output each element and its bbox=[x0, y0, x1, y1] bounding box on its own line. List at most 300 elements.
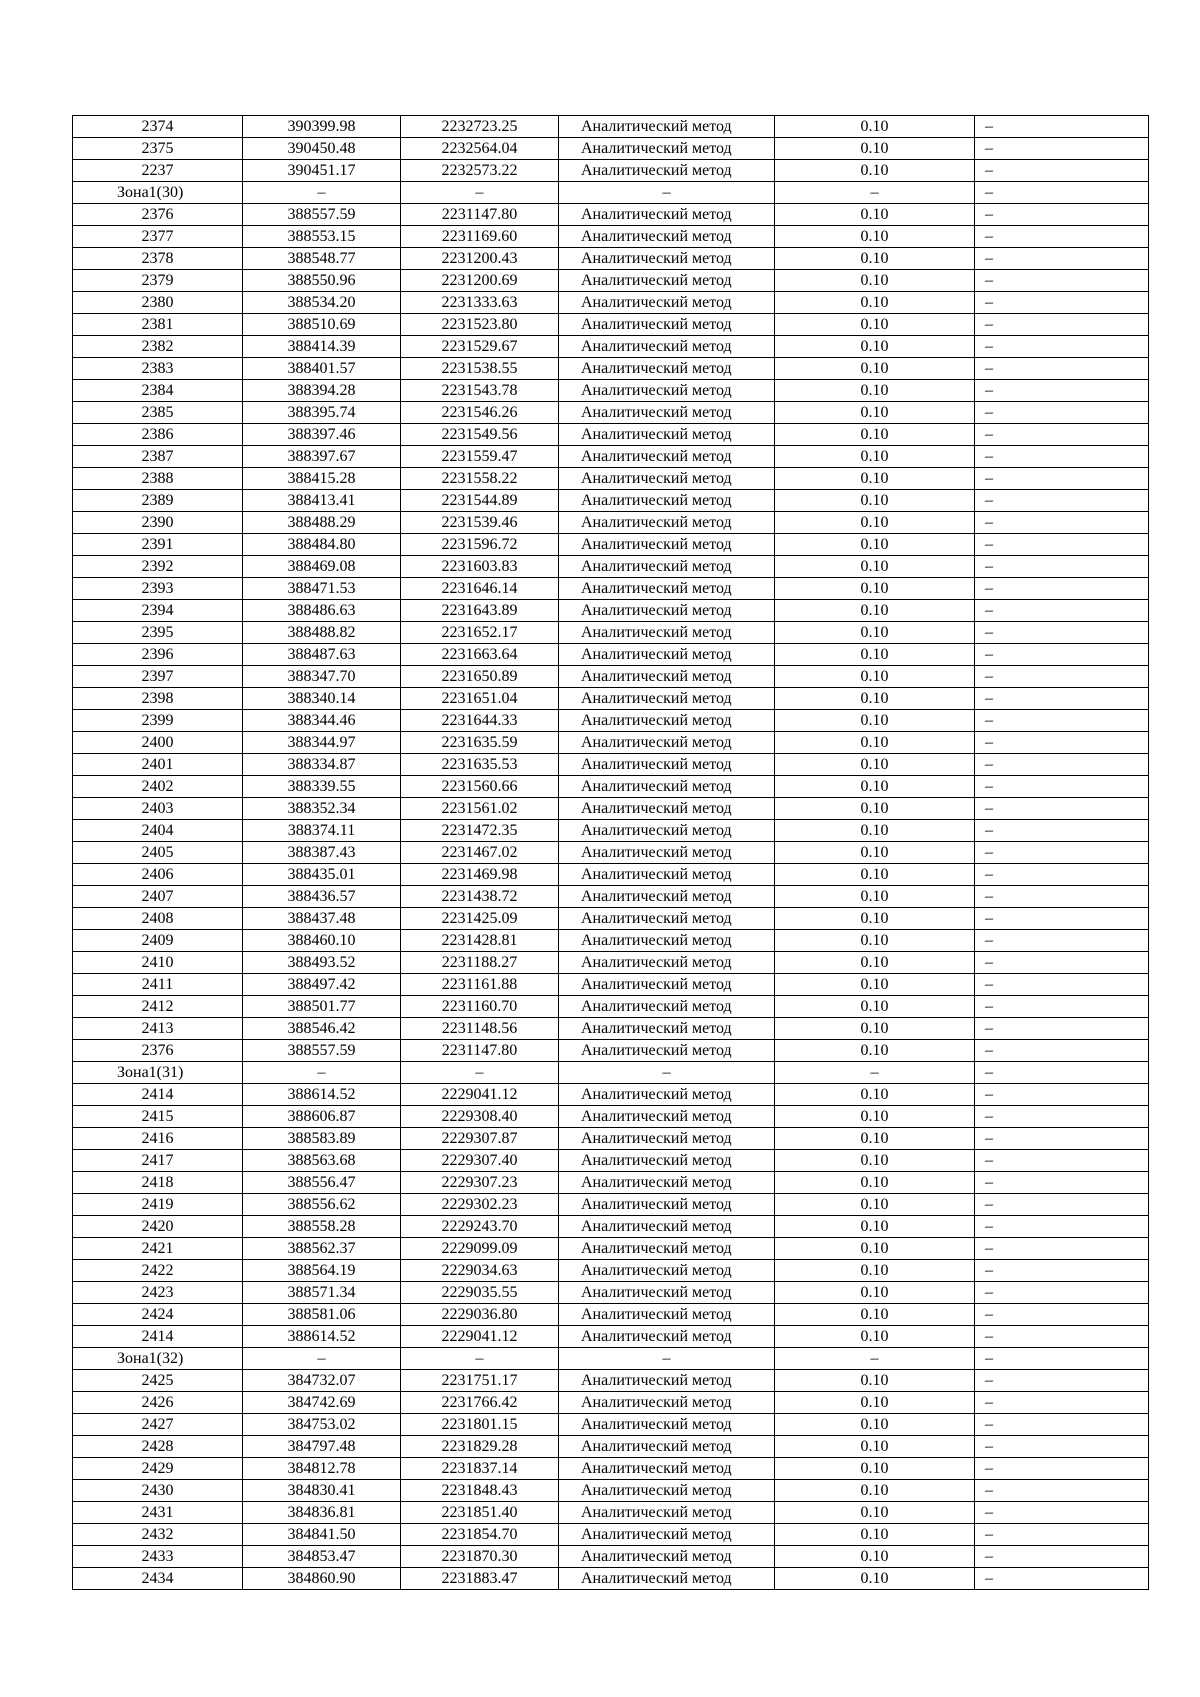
y-coordinate-cell: 2231837.14 bbox=[401, 1458, 559, 1480]
point-number-cell: 2405 bbox=[73, 842, 243, 864]
note-cell: – bbox=[975, 666, 1149, 688]
point-number-cell: 2381 bbox=[73, 314, 243, 336]
accuracy-cell: 0.10 bbox=[775, 138, 975, 160]
table-row bbox=[73, 600, 1149, 622]
method-cell: Аналитический метод bbox=[559, 1392, 775, 1414]
table-row bbox=[73, 1458, 1149, 1480]
x-coordinate-cell: 388487.63 bbox=[243, 644, 401, 666]
method-cell: Аналитический метод bbox=[559, 996, 775, 1018]
y-coordinate-cell: 2231333.63 bbox=[401, 292, 559, 314]
table-row bbox=[73, 160, 1149, 182]
x-coordinate-cell: 388571.34 bbox=[243, 1282, 401, 1304]
accuracy-cell: 0.10 bbox=[775, 1106, 975, 1128]
method-cell: – bbox=[559, 1062, 775, 1084]
table-row bbox=[73, 1480, 1149, 1502]
x-coordinate-cell: 388339.55 bbox=[243, 776, 401, 798]
x-coordinate-cell: 388397.67 bbox=[243, 446, 401, 468]
method-cell: Аналитический метод bbox=[559, 446, 775, 468]
note-cell: – bbox=[975, 204, 1149, 226]
note-cell: – bbox=[975, 776, 1149, 798]
accuracy-cell: 0.10 bbox=[775, 314, 975, 336]
point-number-cell: 2421 bbox=[73, 1238, 243, 1260]
note-cell: – bbox=[975, 490, 1149, 512]
y-coordinate-cell: 2229034.63 bbox=[401, 1260, 559, 1282]
note-cell: – bbox=[975, 886, 1149, 908]
accuracy-cell: 0.10 bbox=[775, 578, 975, 600]
method-cell: – bbox=[559, 1348, 775, 1370]
point-number-cell: 2413 bbox=[73, 1018, 243, 1040]
table-row bbox=[73, 226, 1149, 248]
accuracy-cell: 0.10 bbox=[775, 1260, 975, 1282]
y-coordinate-cell: – bbox=[401, 1062, 559, 1084]
point-number-cell: 2414 bbox=[73, 1084, 243, 1106]
y-coordinate-cell: 2231147.80 bbox=[401, 204, 559, 226]
y-coordinate-cell: 2231160.70 bbox=[401, 996, 559, 1018]
point-number-cell: 2380 bbox=[73, 292, 243, 314]
accuracy-cell: 0.10 bbox=[775, 1150, 975, 1172]
x-coordinate-cell: 388606.87 bbox=[243, 1106, 401, 1128]
x-coordinate-cell: 388374.11 bbox=[243, 820, 401, 842]
x-coordinate-cell: 388401.57 bbox=[243, 358, 401, 380]
y-coordinate-cell: 2229041.12 bbox=[401, 1326, 559, 1348]
accuracy-cell: 0.10 bbox=[775, 1084, 975, 1106]
method-cell: Аналитический метод bbox=[559, 710, 775, 732]
point-number-cell: 2414 bbox=[73, 1326, 243, 1348]
x-coordinate-cell: 388395.74 bbox=[243, 402, 401, 424]
method-cell: Аналитический метод bbox=[559, 402, 775, 424]
accuracy-cell: 0.10 bbox=[775, 1480, 975, 1502]
x-coordinate-cell: 388394.28 bbox=[243, 380, 401, 402]
point-number-cell: 2237 bbox=[73, 160, 243, 182]
note-cell: – bbox=[975, 1260, 1149, 1282]
method-cell: Аналитический метод bbox=[559, 930, 775, 952]
accuracy-cell: 0.10 bbox=[775, 116, 975, 138]
x-coordinate-cell: 388581.06 bbox=[243, 1304, 401, 1326]
x-coordinate-cell: 390451.17 bbox=[243, 160, 401, 182]
point-number-cell: 2394 bbox=[73, 600, 243, 622]
note-cell: – bbox=[975, 578, 1149, 600]
table-row bbox=[73, 270, 1149, 292]
x-coordinate-cell: 388334.87 bbox=[243, 754, 401, 776]
y-coordinate-cell: 2231428.81 bbox=[401, 930, 559, 952]
y-coordinate-cell: 2231539.46 bbox=[401, 512, 559, 534]
point-number-cell: 2404 bbox=[73, 820, 243, 842]
x-coordinate-cell: 384830.41 bbox=[243, 1480, 401, 1502]
note-cell: – bbox=[975, 1106, 1149, 1128]
x-coordinate-cell: 388548.77 bbox=[243, 248, 401, 270]
accuracy-cell: 0.10 bbox=[775, 798, 975, 820]
point-number-cell: 2417 bbox=[73, 1150, 243, 1172]
table-row bbox=[73, 138, 1149, 160]
point-number-cell: 2385 bbox=[73, 402, 243, 424]
point-number-cell: Зона1(32) bbox=[73, 1348, 243, 1370]
accuracy-cell: 0.10 bbox=[775, 1040, 975, 1062]
accuracy-cell: 0.10 bbox=[775, 1194, 975, 1216]
point-number-cell: 2407 bbox=[73, 886, 243, 908]
x-coordinate-cell: 388352.34 bbox=[243, 798, 401, 820]
y-coordinate-cell: 2231651.04 bbox=[401, 688, 559, 710]
method-cell: – bbox=[559, 182, 775, 204]
x-coordinate-cell: 384742.69 bbox=[243, 1392, 401, 1414]
point-number-cell: 2389 bbox=[73, 490, 243, 512]
x-coordinate-cell: – bbox=[243, 1348, 401, 1370]
note-cell: – bbox=[975, 314, 1149, 336]
note-cell: – bbox=[975, 908, 1149, 930]
x-coordinate-cell: 388562.37 bbox=[243, 1238, 401, 1260]
table-row bbox=[73, 336, 1149, 358]
note-cell: – bbox=[975, 1348, 1149, 1370]
note-cell: – bbox=[975, 1018, 1149, 1040]
x-coordinate-cell: 388344.46 bbox=[243, 710, 401, 732]
method-cell: Аналитический метод bbox=[559, 908, 775, 930]
point-number-cell: 2411 bbox=[73, 974, 243, 996]
x-coordinate-cell: 388486.63 bbox=[243, 600, 401, 622]
zone-header-row bbox=[73, 1062, 1149, 1084]
table-row bbox=[73, 248, 1149, 270]
note-cell: – bbox=[975, 732, 1149, 754]
point-number-cell: 2415 bbox=[73, 1106, 243, 1128]
method-cell: Аналитический метод bbox=[559, 1414, 775, 1436]
table-row bbox=[73, 1018, 1149, 1040]
method-cell: Аналитический метод bbox=[559, 1370, 775, 1392]
table-row bbox=[73, 644, 1149, 666]
point-number-cell: 2384 bbox=[73, 380, 243, 402]
y-coordinate-cell: 2231543.78 bbox=[401, 380, 559, 402]
y-coordinate-cell: 2229307.23 bbox=[401, 1172, 559, 1194]
y-coordinate-cell: 2229307.87 bbox=[401, 1128, 559, 1150]
method-cell: Аналитический метод bbox=[559, 1568, 775, 1590]
y-coordinate-cell: 2231644.33 bbox=[401, 710, 559, 732]
table-row bbox=[73, 974, 1149, 996]
table-row bbox=[73, 1414, 1149, 1436]
y-coordinate-cell: 2231870.30 bbox=[401, 1546, 559, 1568]
method-cell: Аналитический метод bbox=[559, 138, 775, 160]
method-cell: Аналитический метод bbox=[559, 534, 775, 556]
point-number-cell: 2432 bbox=[73, 1524, 243, 1546]
method-cell: Аналитический метод bbox=[559, 578, 775, 600]
note-cell: – bbox=[975, 952, 1149, 974]
y-coordinate-cell: 2231635.59 bbox=[401, 732, 559, 754]
accuracy-cell: 0.10 bbox=[775, 886, 975, 908]
table-row bbox=[73, 358, 1149, 380]
note-cell: – bbox=[975, 182, 1149, 204]
accuracy-cell: 0.10 bbox=[775, 1502, 975, 1524]
point-number-cell: 2430 bbox=[73, 1480, 243, 1502]
x-coordinate-cell: 388344.97 bbox=[243, 732, 401, 754]
y-coordinate-cell: 2232573.22 bbox=[401, 160, 559, 182]
point-number-cell: 2434 bbox=[73, 1568, 243, 1590]
x-coordinate-cell: – bbox=[243, 1062, 401, 1084]
y-coordinate-cell: 2231663.64 bbox=[401, 644, 559, 666]
method-cell: Аналитический метод bbox=[559, 1546, 775, 1568]
method-cell: Аналитический метод bbox=[559, 512, 775, 534]
table-row bbox=[73, 1084, 1149, 1106]
point-number-cell: 2391 bbox=[73, 534, 243, 556]
method-cell: Аналитический метод bbox=[559, 688, 775, 710]
accuracy-cell: 0.10 bbox=[775, 1128, 975, 1150]
x-coordinate-cell: 384860.90 bbox=[243, 1568, 401, 1590]
method-cell: Аналитический метод bbox=[559, 1502, 775, 1524]
method-cell: Аналитический метод bbox=[559, 314, 775, 336]
table-row bbox=[73, 1546, 1149, 1568]
zone-header-row bbox=[73, 1348, 1149, 1370]
accuracy-cell: 0.10 bbox=[775, 358, 975, 380]
note-cell: – bbox=[975, 160, 1149, 182]
x-coordinate-cell: 388488.82 bbox=[243, 622, 401, 644]
method-cell: Аналитический метод bbox=[559, 1238, 775, 1260]
point-number-cell: 2377 bbox=[73, 226, 243, 248]
note-cell: – bbox=[975, 1568, 1149, 1590]
note-cell: – bbox=[975, 842, 1149, 864]
y-coordinate-cell: 2231643.89 bbox=[401, 600, 559, 622]
method-cell: Аналитический метод bbox=[559, 1458, 775, 1480]
x-coordinate-cell: 384841.50 bbox=[243, 1524, 401, 1546]
y-coordinate-cell: 2231561.02 bbox=[401, 798, 559, 820]
method-cell: Аналитический метод bbox=[559, 1436, 775, 1458]
table-row bbox=[73, 666, 1149, 688]
note-cell: – bbox=[975, 1524, 1149, 1546]
y-coordinate-cell: 2231469.98 bbox=[401, 864, 559, 886]
method-cell: Аналитический метод bbox=[559, 116, 775, 138]
y-coordinate-cell: 2231652.17 bbox=[401, 622, 559, 644]
table-row bbox=[73, 754, 1149, 776]
accuracy-cell: 0.10 bbox=[775, 732, 975, 754]
table-row bbox=[73, 864, 1149, 886]
table-row bbox=[73, 1524, 1149, 1546]
table-row bbox=[73, 622, 1149, 644]
y-coordinate-cell: 2231646.14 bbox=[401, 578, 559, 600]
y-coordinate-cell: 2229035.55 bbox=[401, 1282, 559, 1304]
point-number-cell: 2387 bbox=[73, 446, 243, 468]
table-row bbox=[73, 1194, 1149, 1216]
method-cell: Аналитический метод bbox=[559, 1018, 775, 1040]
note-cell: – bbox=[975, 622, 1149, 644]
note-cell: – bbox=[975, 1150, 1149, 1172]
point-number-cell: 2428 bbox=[73, 1436, 243, 1458]
method-cell: Аналитический метод bbox=[559, 820, 775, 842]
point-number-cell: 2376 bbox=[73, 1040, 243, 1062]
note-cell: – bbox=[975, 864, 1149, 886]
y-coordinate-cell: 2231854.70 bbox=[401, 1524, 559, 1546]
point-number-cell: 2412 bbox=[73, 996, 243, 1018]
x-coordinate-cell: 388497.42 bbox=[243, 974, 401, 996]
x-coordinate-cell: 390450.48 bbox=[243, 138, 401, 160]
y-coordinate-cell: 2231766.42 bbox=[401, 1392, 559, 1414]
accuracy-cell: 0.10 bbox=[775, 402, 975, 424]
note-cell: – bbox=[975, 1370, 1149, 1392]
table-row bbox=[73, 578, 1149, 600]
note-cell: – bbox=[975, 336, 1149, 358]
table-row bbox=[73, 468, 1149, 490]
y-coordinate-cell: 2231848.43 bbox=[401, 1480, 559, 1502]
y-coordinate-cell: 2231650.89 bbox=[401, 666, 559, 688]
point-number-cell: 2427 bbox=[73, 1414, 243, 1436]
x-coordinate-cell: 388469.08 bbox=[243, 556, 401, 578]
method-cell: Аналитический метод bbox=[559, 1260, 775, 1282]
accuracy-cell: 0.10 bbox=[775, 1172, 975, 1194]
point-number-cell: 2401 bbox=[73, 754, 243, 776]
accuracy-cell: 0.10 bbox=[775, 204, 975, 226]
y-coordinate-cell: 2231148.56 bbox=[401, 1018, 559, 1040]
method-cell: Аналитический метод bbox=[559, 974, 775, 996]
accuracy-cell: 0.10 bbox=[775, 1304, 975, 1326]
point-number-cell: 2410 bbox=[73, 952, 243, 974]
note-cell: – bbox=[975, 1238, 1149, 1260]
y-coordinate-cell: 2231438.72 bbox=[401, 886, 559, 908]
note-cell: – bbox=[975, 1304, 1149, 1326]
method-cell: Аналитический метод bbox=[559, 1282, 775, 1304]
point-number-cell: 2425 bbox=[73, 1370, 243, 1392]
table-row bbox=[73, 886, 1149, 908]
method-cell: Аналитический метод bbox=[559, 1524, 775, 1546]
table-row bbox=[73, 1502, 1149, 1524]
accuracy-cell: 0.10 bbox=[775, 490, 975, 512]
note-cell: – bbox=[975, 1194, 1149, 1216]
note-cell: – bbox=[975, 1480, 1149, 1502]
method-cell: Аналитический метод bbox=[559, 886, 775, 908]
y-coordinate-cell: 2231200.69 bbox=[401, 270, 559, 292]
y-coordinate-cell: 2229308.40 bbox=[401, 1106, 559, 1128]
accuracy-cell: 0.10 bbox=[775, 1546, 975, 1568]
point-number-cell: 2416 bbox=[73, 1128, 243, 1150]
y-coordinate-cell: 2231546.26 bbox=[401, 402, 559, 424]
table-row bbox=[73, 1260, 1149, 1282]
method-cell: Аналитический метод bbox=[559, 864, 775, 886]
note-cell: – bbox=[975, 688, 1149, 710]
note-cell: – bbox=[975, 292, 1149, 314]
note-cell: – bbox=[975, 600, 1149, 622]
method-cell: Аналитический метод bbox=[559, 1304, 775, 1326]
accuracy-cell: 0.10 bbox=[775, 534, 975, 556]
table-row bbox=[73, 446, 1149, 468]
table-row bbox=[73, 710, 1149, 732]
y-coordinate-cell: 2231472.35 bbox=[401, 820, 559, 842]
point-number-cell: 2423 bbox=[73, 1282, 243, 1304]
y-coordinate-cell: 2231538.55 bbox=[401, 358, 559, 380]
x-coordinate-cell: 384836.81 bbox=[243, 1502, 401, 1524]
accuracy-cell: 0.10 bbox=[775, 1436, 975, 1458]
x-coordinate-cell: 388397.46 bbox=[243, 424, 401, 446]
note-cell: – bbox=[975, 424, 1149, 446]
table-row bbox=[73, 1172, 1149, 1194]
note-cell: – bbox=[975, 1326, 1149, 1348]
note-cell: – bbox=[975, 380, 1149, 402]
accuracy-cell: 0.10 bbox=[775, 1216, 975, 1238]
point-number-cell: 2386 bbox=[73, 424, 243, 446]
y-coordinate-cell: – bbox=[401, 1348, 559, 1370]
accuracy-cell: 0.10 bbox=[775, 600, 975, 622]
note-cell: – bbox=[975, 820, 1149, 842]
y-coordinate-cell: 2229243.70 bbox=[401, 1216, 559, 1238]
y-coordinate-cell: 2231529.67 bbox=[401, 336, 559, 358]
point-number-cell: Зона1(30) bbox=[73, 182, 243, 204]
x-coordinate-cell: 388553.15 bbox=[243, 226, 401, 248]
point-number-cell: 2402 bbox=[73, 776, 243, 798]
point-number-cell: 2419 bbox=[73, 1194, 243, 1216]
point-number-cell: 2397 bbox=[73, 666, 243, 688]
method-cell: Аналитический метод bbox=[559, 1150, 775, 1172]
point-number-cell: 2375 bbox=[73, 138, 243, 160]
x-coordinate-cell: 388415.28 bbox=[243, 468, 401, 490]
method-cell: Аналитический метод bbox=[559, 556, 775, 578]
x-coordinate-cell: 388557.59 bbox=[243, 1040, 401, 1062]
accuracy-cell: 0.10 bbox=[775, 710, 975, 732]
point-number-cell: 2395 bbox=[73, 622, 243, 644]
accuracy-cell: 0.10 bbox=[775, 1370, 975, 1392]
method-cell: Аналитический метод bbox=[559, 468, 775, 490]
table-row bbox=[73, 776, 1149, 798]
y-coordinate-cell: 2229307.40 bbox=[401, 1150, 559, 1172]
note-cell: – bbox=[975, 138, 1149, 160]
method-cell: Аналитический метод bbox=[559, 204, 775, 226]
y-coordinate-cell: 2232564.04 bbox=[401, 138, 559, 160]
note-cell: – bbox=[975, 512, 1149, 534]
accuracy-cell: 0.10 bbox=[775, 1524, 975, 1546]
accuracy-cell: 0.10 bbox=[775, 776, 975, 798]
note-cell: – bbox=[975, 446, 1149, 468]
note-cell: – bbox=[975, 1128, 1149, 1150]
note-cell: – bbox=[975, 116, 1149, 138]
x-coordinate-cell: 388546.42 bbox=[243, 1018, 401, 1040]
x-coordinate-cell: 388471.53 bbox=[243, 578, 401, 600]
note-cell: – bbox=[975, 974, 1149, 996]
table-row bbox=[73, 1238, 1149, 1260]
accuracy-cell: 0.10 bbox=[775, 512, 975, 534]
accuracy-cell: 0.10 bbox=[775, 248, 975, 270]
method-cell: Аналитический метод bbox=[559, 1194, 775, 1216]
method-cell: Аналитический метод bbox=[559, 1128, 775, 1150]
point-number-cell: 2429 bbox=[73, 1458, 243, 1480]
y-coordinate-cell: 2231751.17 bbox=[401, 1370, 559, 1392]
y-coordinate-cell: 2231883.47 bbox=[401, 1568, 559, 1590]
note-cell: – bbox=[975, 710, 1149, 732]
accuracy-cell: 0.10 bbox=[775, 622, 975, 644]
y-coordinate-cell: 2231523.80 bbox=[401, 314, 559, 336]
accuracy-cell: 0.10 bbox=[775, 270, 975, 292]
accuracy-cell: 0.10 bbox=[775, 930, 975, 952]
method-cell: Аналитический метод bbox=[559, 1480, 775, 1502]
y-coordinate-cell: 2231801.15 bbox=[401, 1414, 559, 1436]
table-row bbox=[73, 380, 1149, 402]
coordinates-table bbox=[72, 115, 1149, 1590]
point-number-cell: 2406 bbox=[73, 864, 243, 886]
table-row bbox=[73, 1568, 1149, 1590]
y-coordinate-cell: 2231603.83 bbox=[401, 556, 559, 578]
note-cell: – bbox=[975, 1084, 1149, 1106]
point-number-cell: 2426 bbox=[73, 1392, 243, 1414]
table-row bbox=[73, 908, 1149, 930]
note-cell: – bbox=[975, 1172, 1149, 1194]
point-number-cell: 2431 bbox=[73, 1502, 243, 1524]
accuracy-cell: 0.10 bbox=[775, 996, 975, 1018]
table-row bbox=[73, 820, 1149, 842]
accuracy-cell: 0.10 bbox=[775, 952, 975, 974]
table-row bbox=[73, 1106, 1149, 1128]
accuracy-cell: 0.10 bbox=[775, 446, 975, 468]
note-cell: – bbox=[975, 270, 1149, 292]
point-number-cell: 2376 bbox=[73, 204, 243, 226]
table-row bbox=[73, 1150, 1149, 1172]
accuracy-cell: 0.10 bbox=[775, 556, 975, 578]
y-coordinate-cell: 2231558.22 bbox=[401, 468, 559, 490]
accuracy-cell: 0.10 bbox=[775, 754, 975, 776]
note-cell: – bbox=[975, 1216, 1149, 1238]
accuracy-cell: – bbox=[775, 1348, 975, 1370]
x-coordinate-cell: 384732.07 bbox=[243, 1370, 401, 1392]
y-coordinate-cell: 2231560.66 bbox=[401, 776, 559, 798]
note-cell: – bbox=[975, 1062, 1149, 1084]
method-cell: Аналитический метод bbox=[559, 424, 775, 446]
